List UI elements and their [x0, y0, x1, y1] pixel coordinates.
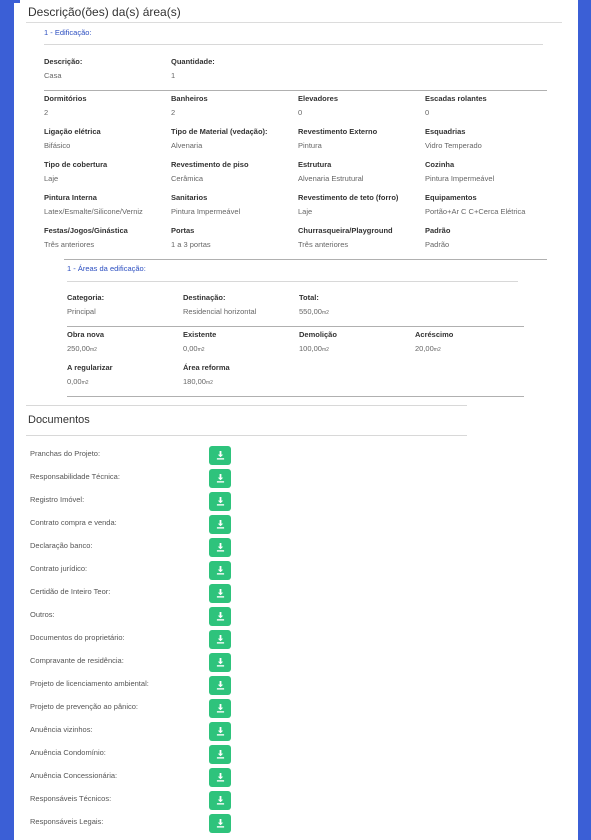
field-label: Acréscimo	[415, 330, 454, 339]
value-unit: m2	[433, 347, 441, 353]
download-button[interactable]	[209, 768, 231, 787]
document-label: Responsáveis Técnicos:	[30, 794, 112, 803]
field-value: 2	[44, 108, 49, 117]
field-demolicao	[299, 330, 419, 353]
field-label: Tipo de Material (vedação):	[171, 127, 268, 136]
download-button[interactable]	[209, 492, 231, 511]
document-label: Responsáveis Legais:	[30, 817, 104, 826]
areas-mid-divider	[67, 326, 524, 327]
document-row	[14, 515, 314, 537]
field-label: Revestimento de piso	[171, 160, 249, 169]
field-value: Três anteriores	[298, 240, 349, 249]
document-row	[14, 699, 314, 721]
field-acrescimo	[415, 330, 535, 353]
download-icon	[216, 451, 225, 460]
document-label: Anuência vizinhos:	[30, 725, 93, 734]
field-a-regularizar	[67, 363, 187, 386]
value-unit: m2	[89, 347, 97, 353]
field-value: Laje	[44, 174, 59, 183]
field-value: Portão+Ar C C+Cerca Elétrica	[425, 207, 526, 216]
feature-field	[171, 160, 291, 183]
field-label: Elevadores	[298, 94, 339, 103]
field-label: A regularizar	[67, 363, 113, 372]
feature-field	[425, 127, 545, 150]
download-icon	[216, 727, 225, 736]
document-label: Registro Imóvel:	[30, 495, 85, 504]
feature-field	[44, 94, 164, 117]
download-button[interactable]	[209, 630, 231, 649]
feature-field	[44, 226, 164, 249]
feature-field	[298, 127, 418, 150]
download-icon	[216, 497, 225, 506]
download-button[interactable]	[209, 584, 231, 603]
document-label: Outros:	[30, 610, 55, 619]
download-icon	[216, 750, 225, 759]
field-categoria	[67, 293, 187, 316]
field-value: 1 a 3 portas	[171, 240, 211, 249]
field-value: Residencial horizontal	[183, 307, 257, 316]
document-label: Anuência Concessionária:	[30, 771, 118, 780]
feature-field	[44, 127, 164, 150]
download-icon	[216, 543, 225, 552]
document-label: Responsabilidade Técnica:	[30, 472, 120, 481]
download-icon	[216, 474, 225, 483]
download-icon	[216, 704, 225, 713]
field-label: Sanitarios	[171, 193, 208, 202]
field-value: Três anteriores	[44, 240, 95, 249]
features-divider	[44, 90, 547, 91]
building-heading: 1 - Edificação:	[44, 28, 92, 37]
section-title: Descrição(ões) da(s) área(s)	[28, 5, 181, 19]
download-button[interactable]	[209, 561, 231, 580]
download-button[interactable]	[209, 699, 231, 718]
value-number: 0,00	[183, 344, 198, 353]
field-value	[299, 307, 419, 316]
feature-field	[425, 160, 545, 183]
document-row	[14, 676, 314, 698]
field-value: Laje	[298, 207, 313, 216]
download-icon	[216, 819, 225, 828]
field-value	[67, 377, 187, 386]
value-unit: m2	[321, 347, 329, 353]
areas-bottom-divider	[67, 396, 524, 397]
document-label: Documentos do proprietário:	[30, 633, 125, 642]
download-icon	[216, 635, 225, 644]
feature-field	[44, 193, 164, 216]
field-value: 2	[171, 108, 176, 117]
field-descricao	[44, 57, 164, 80]
field-label: Churrasqueira/Playground	[298, 226, 393, 235]
feature-field	[171, 94, 291, 117]
download-icon	[216, 658, 225, 667]
document-label: Declaração banco:	[30, 541, 93, 550]
field-label: Estrutura	[298, 160, 332, 169]
feature-field	[425, 193, 545, 216]
download-icon	[216, 589, 225, 598]
field-label: Total:	[299, 293, 319, 302]
value-number: 0,00	[67, 377, 82, 386]
value-unit: m2	[81, 380, 89, 386]
field-label: Festas/Jogos/Ginástica	[44, 226, 128, 235]
document-row	[14, 791, 314, 813]
feature-field	[425, 94, 545, 117]
building-divider	[44, 44, 543, 45]
feature-field	[298, 160, 418, 183]
document-label: Certidão de Inteiro Teor:	[30, 587, 111, 596]
document-row	[14, 814, 314, 836]
field-value: Pintura Impermeável	[425, 174, 495, 183]
field-value: Vidro Temperado	[425, 141, 482, 150]
field-label: Ligação elétrica	[44, 127, 101, 136]
field-quantidade	[171, 57, 291, 80]
documents-divider	[26, 435, 467, 436]
value-unit: m2	[205, 380, 213, 386]
document-label: Projeto de prevenção ao pânico:	[30, 702, 138, 711]
document-row	[14, 469, 314, 491]
feature-field	[298, 94, 418, 117]
field-value: Casa	[44, 71, 62, 80]
field-value: 0	[298, 108, 303, 117]
download-icon	[216, 681, 225, 690]
field-label: Equipamentos	[425, 193, 477, 202]
field-value: Principal	[67, 307, 96, 316]
areas-heading: 1 - Áreas da edificação:	[67, 264, 146, 273]
document-row	[14, 492, 314, 514]
document-label: Contrato jurídico:	[30, 564, 88, 573]
feature-field	[171, 226, 291, 249]
field-value	[415, 344, 535, 353]
field-label: Categoria:	[67, 293, 105, 302]
field-destinacao	[183, 293, 303, 316]
field-value: Padrão	[425, 240, 450, 249]
document-row	[14, 446, 314, 468]
field-area-reforma	[183, 363, 303, 386]
document-row	[14, 653, 314, 675]
value-number: 250,00	[67, 344, 90, 353]
documents-title: Documentos	[28, 414, 90, 426]
title-divider	[26, 22, 562, 23]
areas-top-divider	[64, 259, 547, 260]
download-icon	[216, 520, 225, 529]
feature-field	[44, 160, 164, 183]
document-label: Contrato compra e venda:	[30, 518, 117, 527]
feature-field	[171, 127, 291, 150]
value-number: 100,00	[299, 344, 322, 353]
field-label: Quantidade:	[171, 57, 215, 66]
field-value: Cerâmica	[171, 174, 204, 183]
field-label: Dormitórios	[44, 94, 87, 103]
feature-field	[171, 193, 291, 216]
download-button[interactable]	[209, 814, 231, 833]
download-button[interactable]	[209, 446, 231, 465]
value-unit: m2	[197, 347, 205, 353]
document-label: Anuência Condomínio:	[30, 748, 106, 757]
download-button[interactable]	[209, 653, 231, 672]
value-number: 20,00	[415, 344, 434, 353]
field-label: Destinação:	[183, 293, 226, 302]
field-value	[183, 344, 303, 353]
field-value	[67, 344, 187, 353]
field-value: Alvenaria Estrutural	[298, 174, 364, 183]
document-row	[14, 561, 314, 583]
document-row	[14, 768, 314, 790]
document-row	[14, 607, 314, 629]
download-button[interactable]	[209, 469, 231, 488]
download-button[interactable]	[209, 607, 231, 626]
field-label: Portas	[171, 226, 195, 235]
value-number: 180,00	[183, 377, 206, 386]
field-value	[299, 344, 419, 353]
field-value: Pintura	[298, 141, 322, 150]
field-label: Esquadrias	[425, 127, 466, 136]
field-label: Revestimento de teto (forro)	[298, 193, 399, 202]
document-label: Compravante de residência:	[30, 656, 124, 665]
document-row	[14, 630, 314, 652]
field-label: Cozinha	[425, 160, 455, 169]
field-label: Escadas rolantes	[425, 94, 487, 103]
content-panel	[14, 0, 578, 840]
field-label: Área reforma	[183, 363, 230, 372]
document-row	[14, 745, 314, 767]
areas-divider	[67, 281, 518, 282]
field-label: Pintura Interna	[44, 193, 97, 202]
field-total	[299, 293, 419, 316]
document-label: Pranchas do Projeto:	[30, 449, 101, 458]
field-label: Tipo de cobertura	[44, 160, 108, 169]
field-value: Bifásico	[44, 141, 71, 150]
download-icon	[216, 796, 225, 805]
download-button[interactable]	[209, 722, 231, 741]
field-value: Alvenaria	[171, 141, 203, 150]
download-icon	[216, 566, 225, 575]
feature-field	[298, 193, 418, 216]
field-label: Padrão	[425, 226, 451, 235]
documents-top-divider	[26, 405, 467, 406]
field-label: Demolição	[299, 330, 337, 339]
download-button[interactable]	[209, 538, 231, 557]
field-label: Obra nova	[67, 330, 105, 339]
field-value: 0	[425, 108, 430, 117]
field-label: Existente	[183, 330, 217, 339]
field-value: 1	[171, 71, 176, 80]
field-obra-nova	[67, 330, 187, 353]
field-value: Latex/Esmalte/Silicone/Verniz	[44, 207, 143, 216]
field-label: Banheiros	[171, 94, 208, 103]
document-row	[14, 584, 314, 606]
download-icon	[216, 612, 225, 621]
feature-field	[425, 226, 545, 249]
download-icon	[216, 773, 225, 782]
download-button[interactable]	[209, 791, 231, 810]
field-label: Descrição:	[44, 57, 83, 66]
feature-field	[298, 226, 418, 249]
document-label: Projeto de licenciamento ambiental:	[30, 679, 149, 688]
document-row	[14, 722, 314, 744]
field-label: Revestimento Externo	[298, 127, 378, 136]
value-unit: m2	[321, 310, 329, 316]
value-number: 550,00	[299, 307, 322, 316]
field-existente	[183, 330, 303, 353]
download-button[interactable]	[209, 515, 231, 534]
document-row	[14, 538, 314, 560]
download-button[interactable]	[209, 676, 231, 695]
corner-mark	[14, 0, 20, 3]
download-button[interactable]	[209, 745, 231, 764]
field-value	[183, 377, 303, 386]
field-value: Pintura Impermeável	[171, 207, 241, 216]
